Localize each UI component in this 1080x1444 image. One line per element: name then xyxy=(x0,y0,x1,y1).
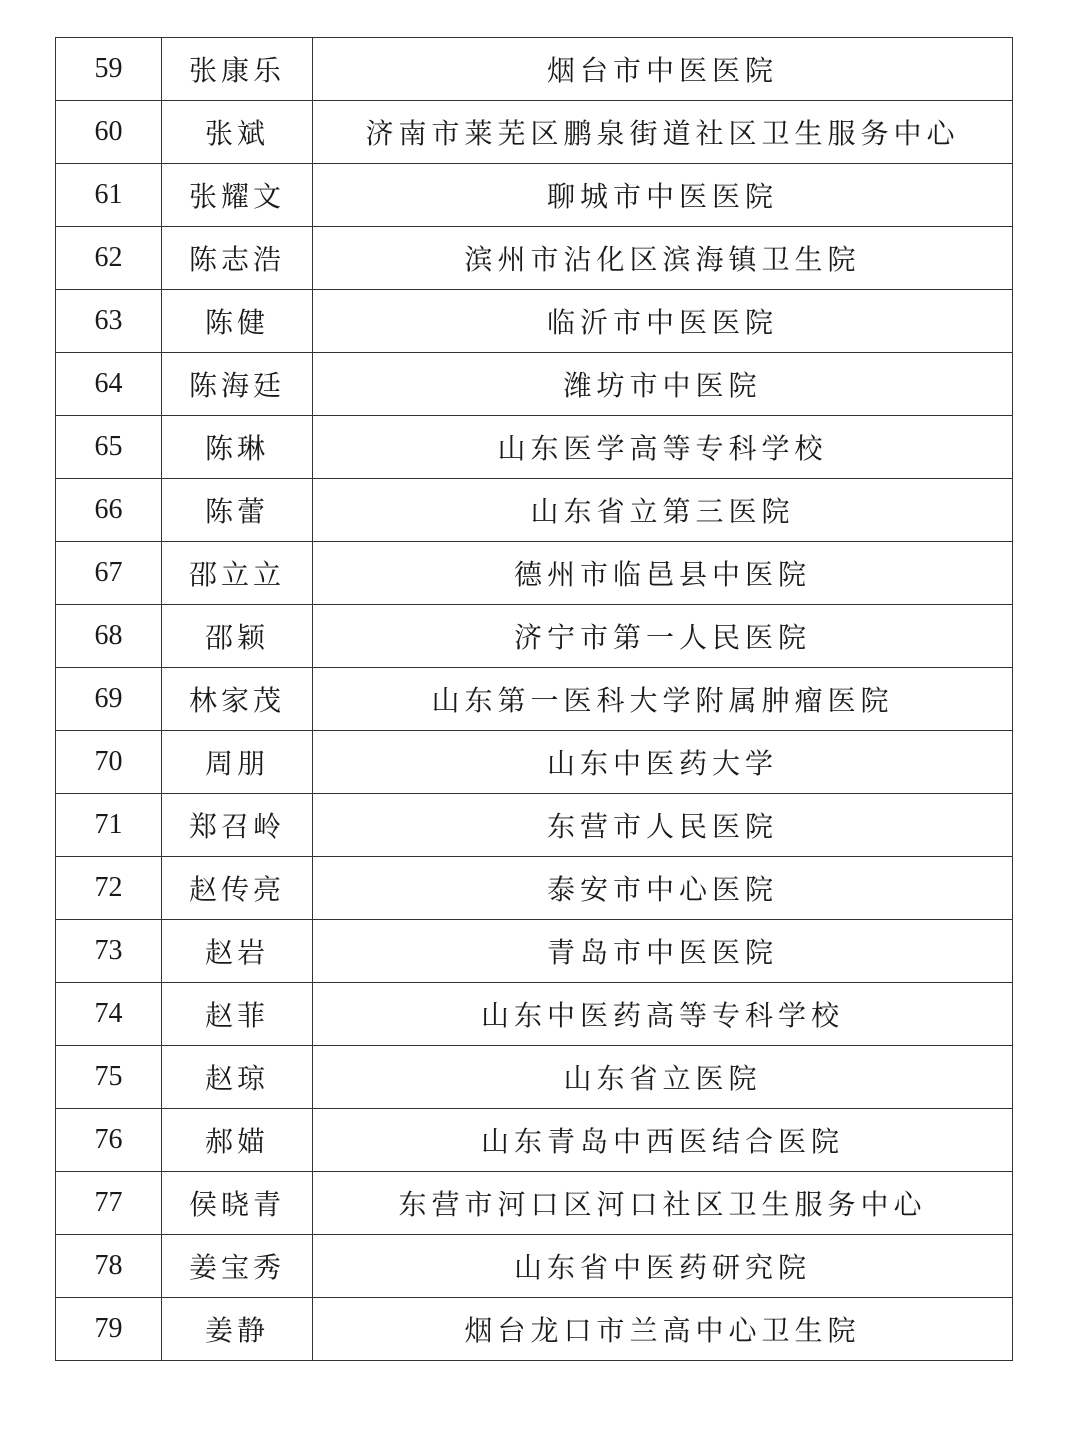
organization-name: 山东省中医药研究院 xyxy=(313,1235,1013,1298)
row-number: 68 xyxy=(56,605,162,668)
row-number: 67 xyxy=(56,542,162,605)
row-number: 77 xyxy=(56,1172,162,1235)
row-number: 69 xyxy=(56,668,162,731)
table-row xyxy=(56,227,1013,290)
person-name: 姜静 xyxy=(162,1298,313,1361)
organization-name: 山东中医药大学 xyxy=(313,731,1013,794)
organization-name: 山东中医药高等专科学校 xyxy=(313,983,1013,1046)
row-number: 60 xyxy=(56,101,162,164)
roster-table xyxy=(55,37,1013,1361)
person-name: 郑召岭 xyxy=(162,794,313,857)
table-row xyxy=(56,353,1013,416)
row-number: 76 xyxy=(56,1109,162,1172)
row-number: 63 xyxy=(56,290,162,353)
organization-name: 济宁市第一人民医院 xyxy=(313,605,1013,668)
table-row xyxy=(56,290,1013,353)
organization-name: 山东青岛中西医结合医院 xyxy=(313,1109,1013,1172)
row-number: 59 xyxy=(56,38,162,101)
person-name: 邵立立 xyxy=(162,542,313,605)
person-name: 郝媌 xyxy=(162,1109,313,1172)
person-name: 赵菲 xyxy=(162,983,313,1046)
person-name: 赵传亮 xyxy=(162,857,313,920)
row-number: 61 xyxy=(56,164,162,227)
organization-name: 东营市河口区河口社区卫生服务中心 xyxy=(313,1172,1013,1235)
table-row xyxy=(56,920,1013,983)
table-row xyxy=(56,101,1013,164)
table-row xyxy=(56,38,1013,101)
organization-name: 德州市临邑县中医院 xyxy=(313,542,1013,605)
table-row xyxy=(56,794,1013,857)
row-number: 65 xyxy=(56,416,162,479)
row-number: 79 xyxy=(56,1298,162,1361)
person-name: 陈蕾 xyxy=(162,479,313,542)
table-row xyxy=(56,731,1013,794)
person-name: 邵颖 xyxy=(162,605,313,668)
table-row xyxy=(56,1046,1013,1109)
table-row xyxy=(56,605,1013,668)
person-name: 陈志浩 xyxy=(162,227,313,290)
row-number: 64 xyxy=(56,353,162,416)
row-number: 66 xyxy=(56,479,162,542)
row-number: 75 xyxy=(56,1046,162,1109)
organization-name: 济南市莱芜区鹏泉街道社区卫生服务中心 xyxy=(313,101,1013,164)
person-name: 张耀文 xyxy=(162,164,313,227)
person-name: 赵岩 xyxy=(162,920,313,983)
table-row xyxy=(56,416,1013,479)
person-name: 周朋 xyxy=(162,731,313,794)
table-row xyxy=(56,1298,1013,1361)
organization-name: 滨州市沾化区滨海镇卫生院 xyxy=(313,227,1013,290)
row-number: 78 xyxy=(56,1235,162,1298)
table-row xyxy=(56,857,1013,920)
organization-name: 聊城市中医医院 xyxy=(313,164,1013,227)
table-row xyxy=(56,1172,1013,1235)
organization-name: 青岛市中医医院 xyxy=(313,920,1013,983)
person-name: 张斌 xyxy=(162,101,313,164)
roster-body xyxy=(56,38,1013,1361)
table-row xyxy=(56,542,1013,605)
organization-name: 山东第一医科大学附属肿瘤医院 xyxy=(313,668,1013,731)
organization-name: 山东省立第三医院 xyxy=(313,479,1013,542)
row-number: 74 xyxy=(56,983,162,1046)
organization-name: 泰安市中心医院 xyxy=(313,857,1013,920)
row-number: 72 xyxy=(56,857,162,920)
organization-name: 烟台市中医医院 xyxy=(313,38,1013,101)
table-row xyxy=(56,1109,1013,1172)
person-name: 陈健 xyxy=(162,290,313,353)
person-name: 侯晓青 xyxy=(162,1172,313,1235)
table-row xyxy=(56,1235,1013,1298)
organization-name: 东营市人民医院 xyxy=(313,794,1013,857)
person-name: 赵琼 xyxy=(162,1046,313,1109)
table-row xyxy=(56,479,1013,542)
person-name: 陈海廷 xyxy=(162,353,313,416)
person-name: 张康乐 xyxy=(162,38,313,101)
organization-name: 烟台龙口市兰高中心卫生院 xyxy=(313,1298,1013,1361)
row-number: 71 xyxy=(56,794,162,857)
person-name: 姜宝秀 xyxy=(162,1235,313,1298)
person-name: 林家茂 xyxy=(162,668,313,731)
organization-name: 潍坊市中医院 xyxy=(313,353,1013,416)
person-name: 陈琳 xyxy=(162,416,313,479)
row-number: 70 xyxy=(56,731,162,794)
organization-name: 山东省立医院 xyxy=(313,1046,1013,1109)
organization-name: 临沂市中医医院 xyxy=(313,290,1013,353)
table-row xyxy=(56,983,1013,1046)
row-number: 73 xyxy=(56,920,162,983)
table-row xyxy=(56,164,1013,227)
row-number: 62 xyxy=(56,227,162,290)
table-row xyxy=(56,668,1013,731)
organization-name: 山东医学高等专科学校 xyxy=(313,416,1013,479)
